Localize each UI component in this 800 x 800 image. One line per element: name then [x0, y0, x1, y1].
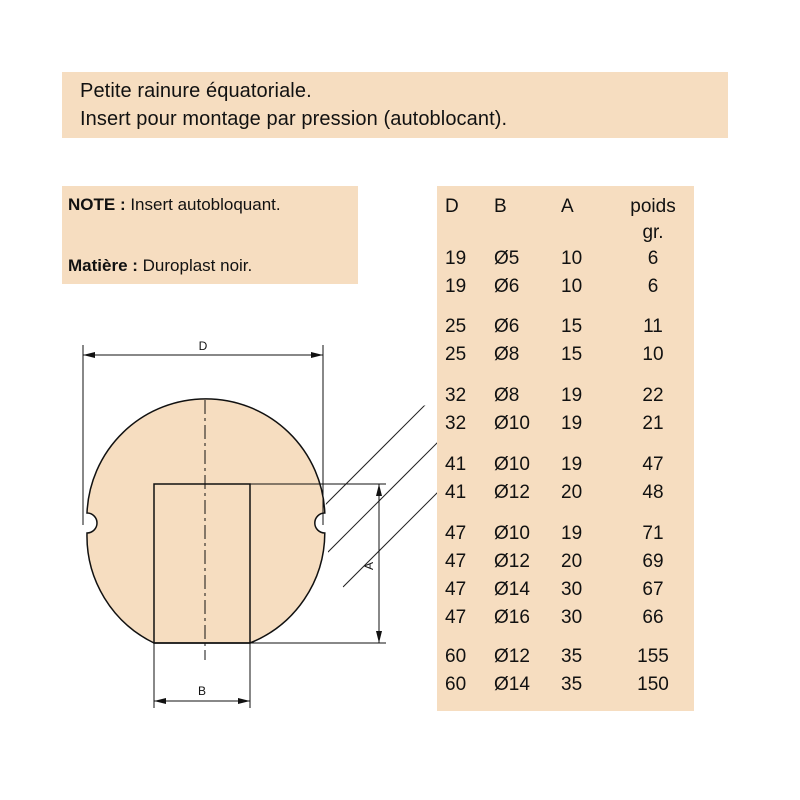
cell-a: 10 [561, 248, 583, 269]
cell-poids: 6 [647, 248, 659, 269]
cell-d: 25 [445, 344, 467, 365]
cell-d: 19 [445, 276, 467, 297]
cell-poids: 155 [637, 646, 669, 667]
dimension-b-label: B [197, 684, 207, 698]
cell-poids: 6 [647, 276, 659, 297]
cell-b: Ø14 [494, 674, 530, 695]
dimension-b [154, 643, 250, 708]
cell-poids: 10 [642, 344, 664, 365]
header-b: B [494, 196, 507, 217]
header-d: D [445, 196, 459, 217]
cell-a: 19 [561, 523, 583, 544]
cell-a: 20 [561, 482, 583, 503]
cell-b: Ø14 [494, 579, 530, 600]
dimensions-table [437, 186, 694, 711]
cell-poids: 150 [637, 674, 669, 695]
cell-poids: 67 [642, 579, 664, 600]
cell-d: 19 [445, 248, 467, 269]
material-text: Duroplast noir. [137, 256, 253, 275]
cell-b: Ø10 [494, 523, 530, 544]
cell-poids: 69 [642, 551, 664, 572]
cell-b: Ø6 [494, 276, 520, 297]
cell-d: 47 [445, 579, 467, 600]
cell-b: Ø6 [494, 316, 520, 337]
cell-a: 10 [561, 276, 583, 297]
cell-a: 30 [561, 579, 583, 600]
cell-b: Ø8 [494, 385, 520, 406]
header-poids: poids [630, 196, 676, 217]
cell-b: Ø12 [494, 646, 530, 667]
cell-a: 35 [561, 674, 583, 695]
cell-d: 60 [445, 674, 467, 695]
cell-b: Ø12 [494, 482, 530, 503]
cell-poids: 22 [642, 385, 664, 406]
description-line-1: Petite rainure équatoriale. [80, 80, 312, 102]
description-line-2: Insert pour montage par pression (autoblocant). [80, 108, 508, 130]
dimension-d-label: D [198, 339, 208, 353]
cell-d: 41 [445, 454, 467, 475]
cell-a: 35 [561, 646, 583, 667]
material-label: Matière : [68, 256, 138, 275]
cell-a: 19 [561, 454, 583, 475]
cell-poids: 11 [643, 316, 663, 337]
cell-d: 47 [445, 551, 467, 572]
cell-b: Ø5 [494, 248, 520, 269]
cell-b: Ø10 [494, 413, 530, 434]
cell-d: 41 [445, 482, 467, 503]
cell-a: 30 [561, 607, 583, 628]
cell-poids: 71 [642, 523, 664, 544]
cell-d: 47 [445, 607, 467, 628]
cell-a: 19 [561, 413, 583, 434]
cell-d: 32 [445, 385, 467, 406]
header-a: A [561, 196, 574, 217]
cell-poids: 66 [642, 607, 664, 628]
note-text: Insert autobloquant. [125, 195, 281, 214]
note-label: NOTE : [68, 195, 126, 214]
cell-b: Ø10 [494, 454, 530, 475]
cell-d: 25 [445, 316, 467, 337]
cell-d: 32 [445, 413, 467, 434]
cell-poids: 47 [642, 454, 664, 475]
cell-d: 60 [445, 646, 467, 667]
dimension-a-label: A [362, 561, 376, 571]
cell-b: Ø8 [494, 344, 520, 365]
cell-d: 47 [445, 523, 467, 544]
cell-b: Ø16 [494, 607, 530, 628]
cell-b: Ø12 [494, 551, 530, 572]
cell-a: 15 [561, 344, 583, 365]
cell-a: 15 [561, 316, 583, 337]
cell-a: 19 [561, 385, 583, 406]
cell-poids: 48 [642, 482, 664, 503]
cell-a: 20 [561, 551, 583, 572]
cell-poids: 21 [642, 413, 664, 434]
header-poids-unit: gr. [642, 222, 664, 243]
